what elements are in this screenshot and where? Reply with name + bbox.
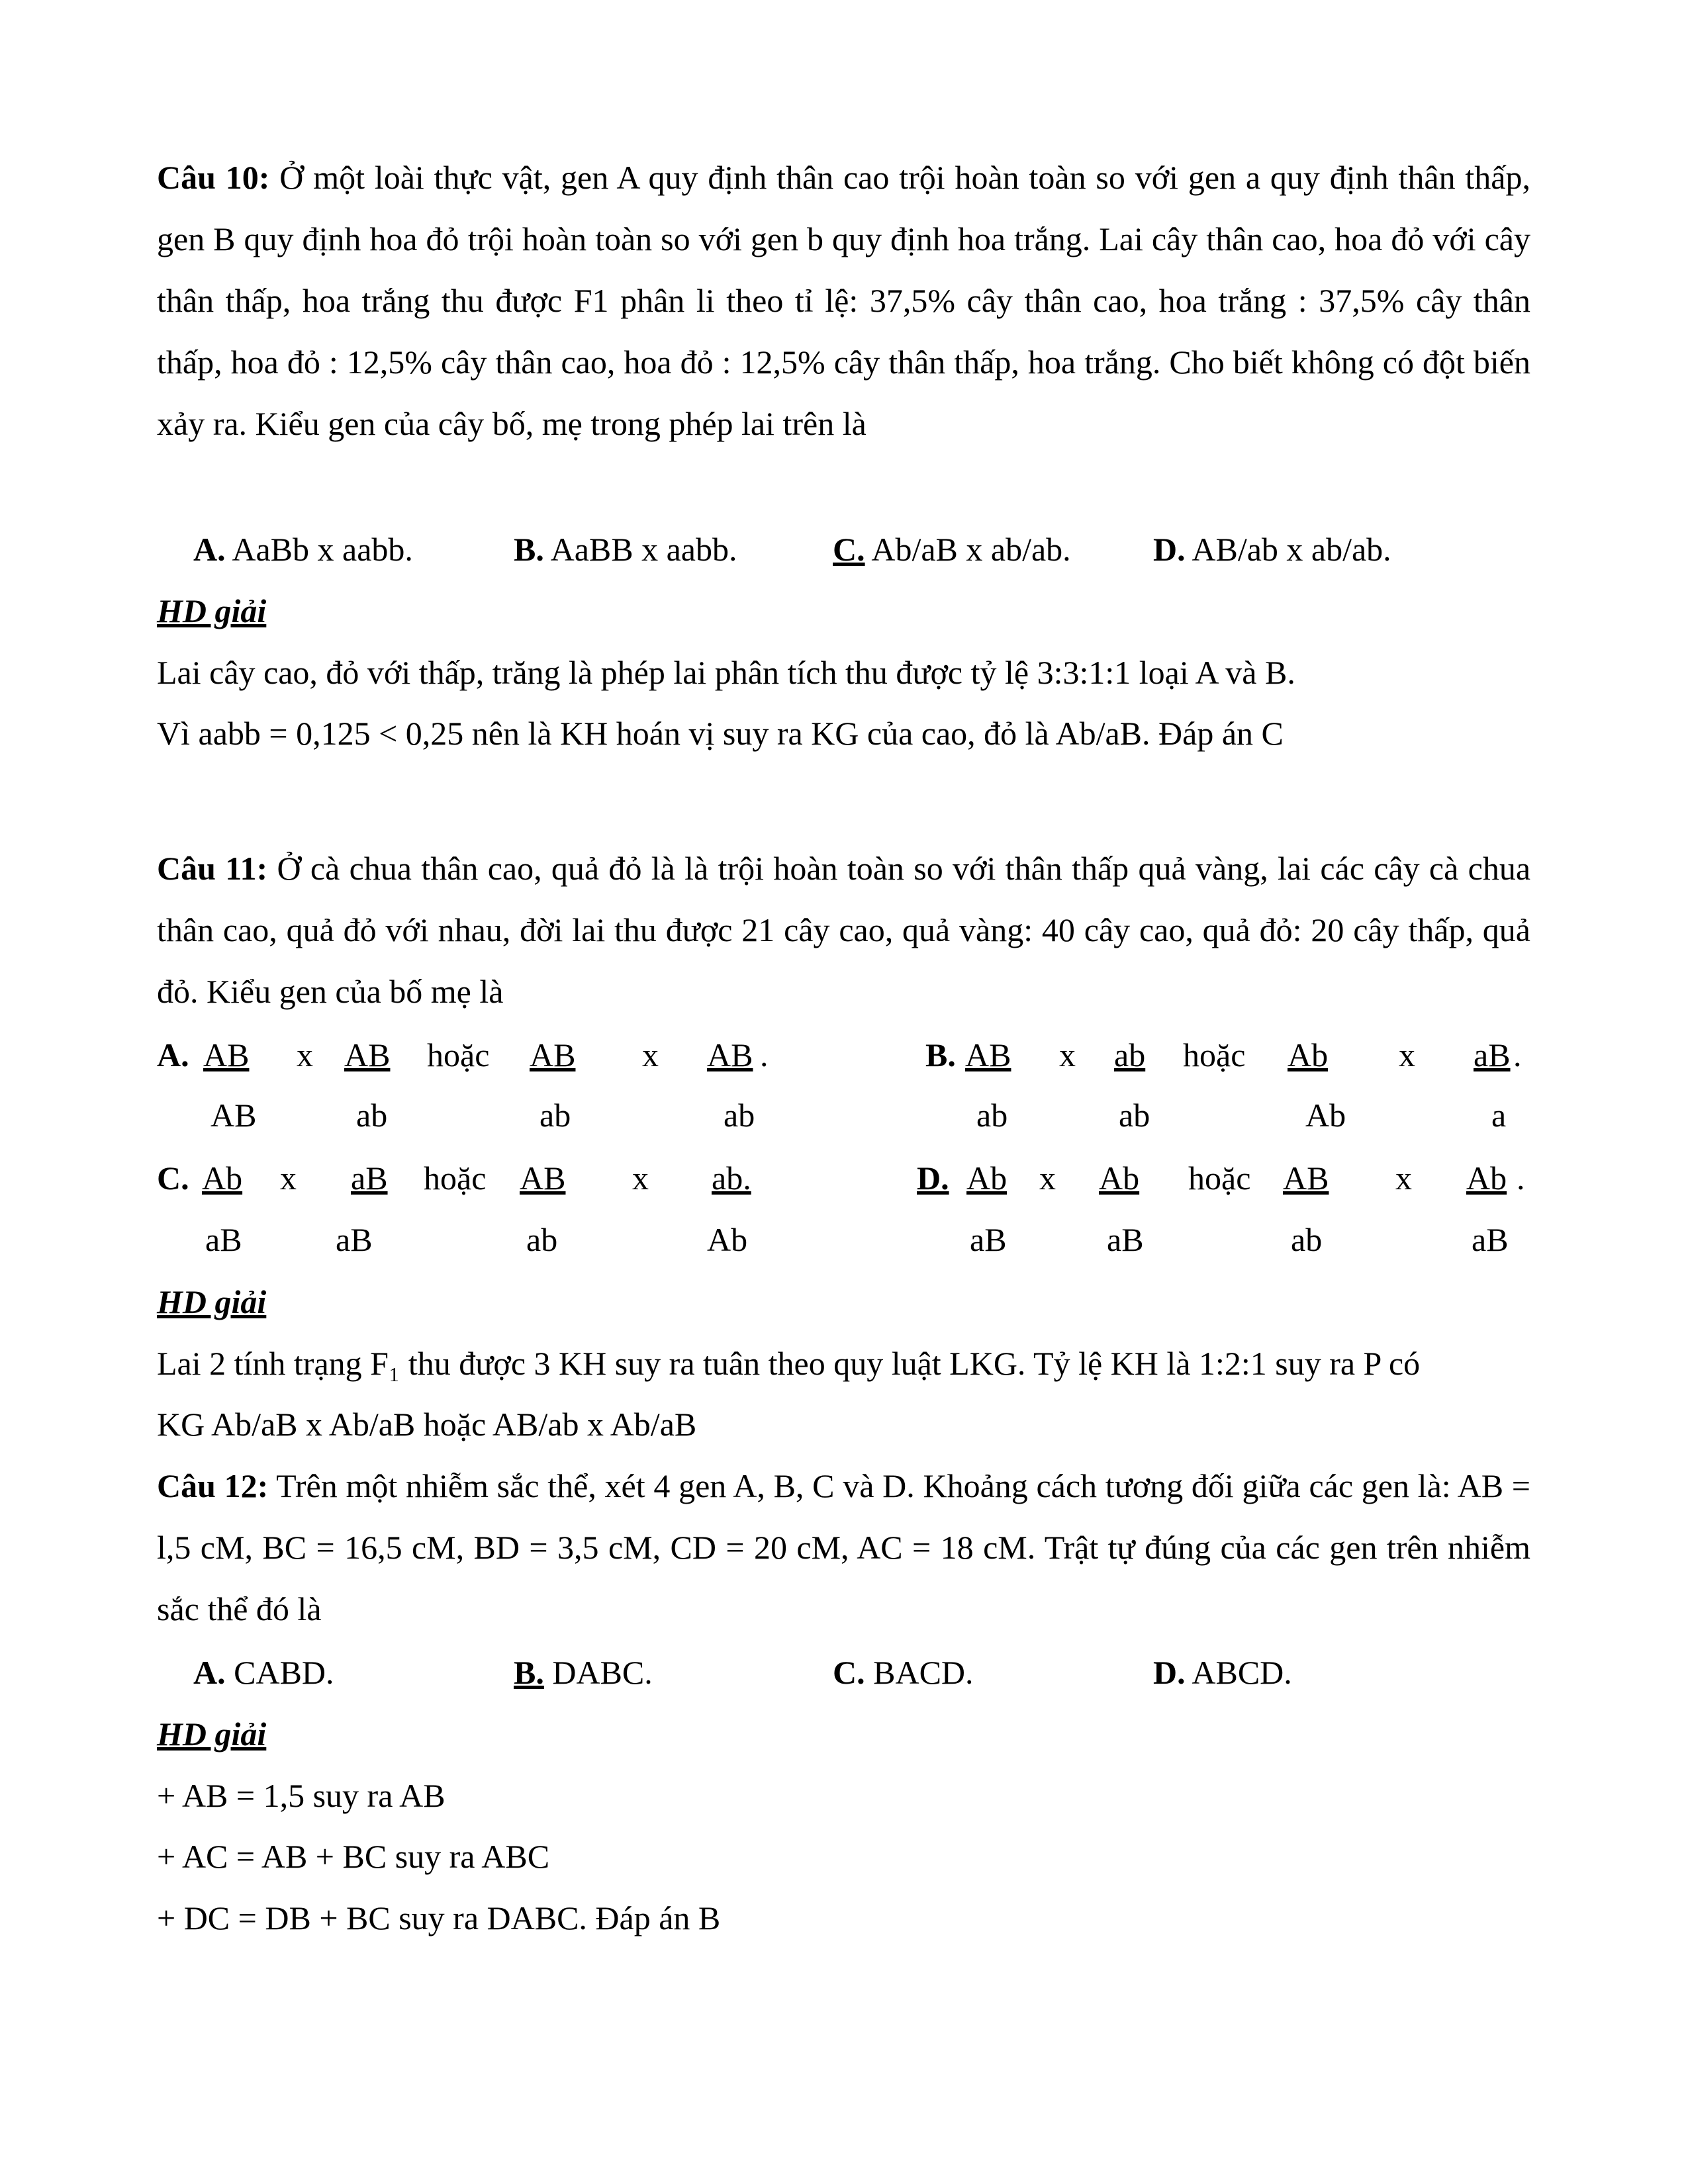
- q12-option-d: D. ABCD.: [1153, 1654, 1292, 1691]
- q12-solution-line-2: + AC = AB + BC suy ra ABC: [157, 1838, 550, 1875]
- q12-option-c: C. BACD.: [833, 1654, 974, 1691]
- q11-solution-line-1: Lai 2 tính trạng F₁ thu được 3 KH suy ra tuân theo quy luật LKG. Tỷ lệ KH là 1:2:1 suy ra P có: [157, 1345, 1421, 1382]
- q10-solution-heading: HD giải: [157, 592, 267, 629]
- q12-solution-heading: HD giải: [157, 1715, 267, 1752]
- question-10-text: Ở một loài thực vật, gen A quy định thân cao trội hoàn toàn so với gen a quy định thân thấp, gen B quy định hoa đỏ trội hoàn toàn so với gen b quy định hoa trắng. Lai cây thân cao, hoa đỏ với cây thân thấp, hoa trắng thu được F1 phân li theo tỉ lệ: 37,5% cây thân cao, hoa trắng : 37,5% cây thân thấp, hoa đỏ : 12,5% cây thân cao, hoa đỏ : 12,5% cây thân thấp, hoa trắng. Cho biết không có đột biến xảy ra. Kiểu gen của cây bố, mẹ trong phép lai trên là: [157, 159, 1530, 442]
- question-11-text: Ở cà chua thân cao, quả đỏ là là trội hoàn toàn so với thân thấp quả vàng, lai các cây cà chua thân cao, quả đỏ với nhau, đời lai thu được 21 cây cao, quả vàng: 40 cây cao, quả đỏ: 20 cây thấp, quả đỏ. Kiểu gen của bố mẹ là: [157, 850, 1531, 1010]
- question-10-label: Câu 10:: [157, 159, 270, 196]
- document-page: Câu 10: Ở một loài thực vật, gen A quy định thân cao trội hoàn toàn so với gen a quy định thân thấp, gen B quy định hoa đỏ trội hoàn toàn so với gen b quy định hoa trắng. Lai cây thân cao, hoa đỏ với cây thân thấp, hoa trắng thu được F1 phân li theo tỉ lệ: 37,5% cây thân cao, hoa trắng : 37,5% cây thân thấp, hoa đỏ : 12,5% cây thân cao, hoa đỏ : 12,5% cây thân thấp, hoa trắng. Cho biết không có đột biến xảy ra. Kiểu gen của cây bố, mẹ trong phép lai trên là A. AaBb x aabb. B. AaBB x aabb. C. Ab/aB x ab/ab. D. AB/ab x ab/ab. HD giải Lai cây cao, đỏ với thấp, trăng là phép lai phân tích thu được tỷ lệ 3:3:1:1 loại A và B. Vì aabb = 0,125 < 0,25 nên là KH hoán vị suy ra KG của cao, đỏ là Ab/aB. Đáp án C Câu 11: Ở cà chua thân cao, quả đỏ là là trội hoàn toàn so với thân thấp quả vàng, lai các cây cà chua thân cao, quả đỏ với nhau, đời lai thu được 21 cây cao, quả vàng: 40 cây cao, quả đỏ: 20 cây thấp, quả đỏ. Kiểu gen của bố mẹ là A. AB AB x AB ab hoặc AB ab x AB . ab B. AB ab x ab ab hoặc Ab Ab x aB . a C. Ab aB x aB aB hoặc AB ab x ab. Ab D. Ab aB x Ab aB hoặc AB ab x Ab . aB HD giải Lai 2 tính trạng F₁ thu được 3 KH suy ra tuân theo quy luật LKG. Tỷ lệ KH là 1:2:1 suy ra P có KG Ab/aB x Ab/aB hoặc AB/ab x Ab/aB Câu 12: Trên một nhiễm sắc thể, xét 4 gen A, B, C và D. Khoảng cách tương đối giữa các gen là: AB = l,5 cM, BC = 16,5 cM, BD = 3,5 cM, CD = 20 cM, AC = 18 cM. Trật tự đúng của các gen trên nhiễm sắc thể đó là A. CABD. B. DABC. C. BACD. D. ABCD. HD giải + AB = 1,5 suy ra AB + AC = AB + BC suy ra ABC + DC = DB + BC suy ra DABC. Đáp án B: [0, 0, 1688, 2184]
- q10-option-b: B. AaBB x aabb.: [514, 531, 737, 568]
- question-10: [157, 147, 1530, 455]
- q12-option-b: B. DABC.: [514, 1654, 653, 1691]
- q10-option-d: D. AB/ab x ab/ab.: [1153, 531, 1391, 568]
- question-11-label: Câu 11:: [157, 850, 268, 887]
- q10-option-c: C. Ab/aB x ab/ab.: [833, 531, 1071, 568]
- q10-option-a: A. AaBb x aabb.: [193, 531, 413, 568]
- question-12: [157, 1455, 1530, 1640]
- q12-solution-line-1: + AB = 1,5 suy ra AB: [157, 1777, 445, 1814]
- q10-solution-line-1: Lai cây cao, đỏ với thấp, trăng là phép lai phân tích thu được tỷ lệ 3:3:1:1 loại A và B.: [157, 654, 1295, 691]
- question-12-label: Câu 12:: [157, 1467, 269, 1504]
- q10-solution-line-2: Vì aabb = 0,125 < 0,25 nên là KH hoán vị suy ra KG của cao, đỏ là Ab/aB. Đáp án C: [157, 715, 1284, 752]
- q12-solution-line-3: + DC = DB + BC suy ra DABC. Đáp án B: [157, 1899, 721, 1936]
- question-12-text: Trên một nhiễm sắc thể, xét 4 gen A, B, C và D. Khoảng cách tương đối giữa các gen là: AB = l,5 cM, BC = 16,5 cM, BD = 3,5 cM, CD = 20 cM, AC = 18 cM. Trật tự đúng của các gen trên nhiễm sắc thể đó là: [157, 1467, 1530, 1627]
- q11-solution-heading: HD giải: [157, 1283, 267, 1320]
- q11-solution-line-2: KG Ab/aB x Ab/aB hoặc AB/ab x Ab/aB: [157, 1406, 697, 1443]
- q12-option-a: A. CABD.: [193, 1654, 334, 1691]
- question-11: [157, 838, 1530, 1023]
